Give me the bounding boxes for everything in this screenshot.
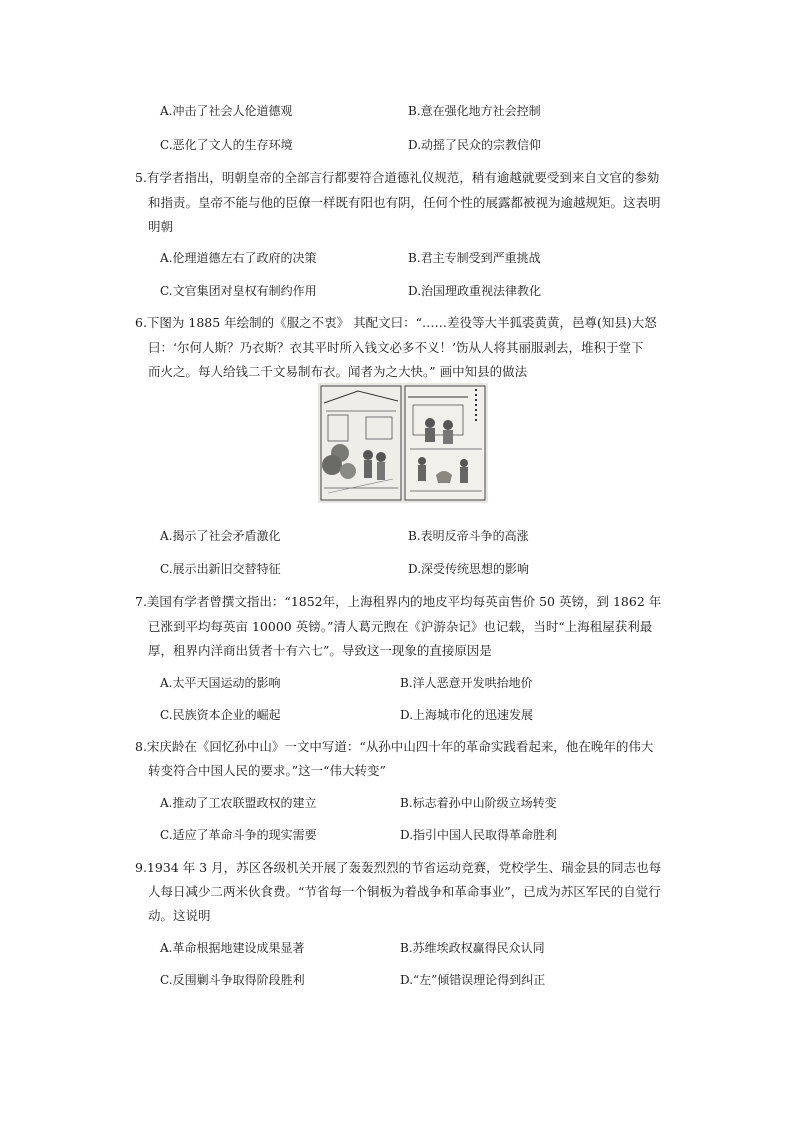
woodblock-print-image (318, 383, 488, 503)
q5-stem-line-3: 明朝 (148, 219, 174, 234)
q4-option-c: C.恶化了文人的生存环境 (160, 138, 293, 152)
q5-option-b: B.君主专制受到严重挑战 (408, 251, 541, 265)
q9-option-a: A.革命根据地建设成果显著 (160, 941, 305, 955)
q6-stem-line-1: 6.下图为 1885 年绘制的《服之不衷》 其配文曰：“……差役等大半狐裘黄黄，邑尊(知县)大怒 (135, 315, 657, 330)
q6-option-c: C.展示出新旧交替特征 (160, 562, 281, 576)
q6-option-d: D.深受传统思想的影响 (408, 562, 530, 576)
q6-option-b: B.表明反帝斗争的高涨 (408, 529, 529, 543)
q7-option-d: D.上海城市化的迅速发展 (400, 708, 534, 722)
q5-stem-line-2: 和指责。皇帝不能与他的臣僚一样既有阳也有阴，任何个性的展露都被视为逾越规矩。这表明 (148, 195, 661, 210)
q9-option-d: D.“左”倾错误理论得到纠正 (400, 973, 546, 987)
q7-stem-line-2: 已涨到平均每英亩 10000 英镑。”清人葛元煦在《沪游杂记》也记载，当时“上海租屋获利最 (148, 619, 653, 634)
q6-option-a: A.揭示了社会矛盾激化 (160, 529, 281, 543)
q5-stem-line-1: 5.有学者指出，明朝皇帝的全部言行都要符合道德礼仪规范，稍有逾越就要受到来自文官的参劾 (135, 170, 660, 185)
q5-option-a: A.伦理道德左右了政府的决策 (160, 251, 317, 265)
q7-stem-line-3: 厚，租界内洋商出赁者十有六七”。导致这一现象的直接原因是 (148, 643, 492, 658)
q8-option-c: C.适应了革命斗争的现实需要 (160, 828, 317, 842)
q7-option-c: C.民族资本企业的崛起 (160, 708, 281, 722)
q4-option-a: A.冲击了社会人伦道德观 (160, 104, 293, 118)
q8-stem-line-1: 8.宋庆龄在《回忆孙中山》一文中写道：“从孙中山四十年的革命实践看起来，他在晚年的伟大 (135, 739, 654, 754)
q9-stem-line-1: 9.1934 年 3 月，苏区各级机关开展了轰轰烈烈的节省运动竞赛，党校学生、瑞金县的同志也每 (135, 860, 662, 875)
q9-option-b: B.苏维埃政权赢得民众认同 (400, 941, 545, 955)
q8-option-a: A.推动了工农联盟政权的建立 (160, 796, 317, 810)
q8-stem-line-2: 转变符合中国人民的要求。”这一“伟大转变” (148, 763, 386, 778)
q9-stem-line-2: 人每日减少二两米伙食费。“节省每一个铜板为着战争和革命事业”，已成为苏区军民的自觉行 (148, 884, 661, 899)
q7-option-a: A.太平天国运动的影响 (160, 676, 281, 690)
q6-stem-line-2: 曰：‘尔何人斯？乃衣斯？衣其平时所入钱文必多不义！’饬从人将其丽服剥去，堆积于堂下 (148, 340, 644, 355)
q7-stem-line-1: 7.美国有学者曾撰文指出：“1852年，上海租界内的地皮平均每英亩售价 50 英镑，到 1862 年 (135, 594, 662, 609)
q6-stem-line-3: 而火之。每人给钱二千文易制布衣。闻者为之大快。” 画中知县的做法 (148, 364, 528, 379)
q8-option-d: D.指引中国人民取得革命胜利 (400, 828, 558, 842)
q9-stem-line-3: 动。这说明 (148, 908, 211, 923)
q7-option-b: B.洋人恶意开发哄抬地价 (400, 676, 533, 690)
q8-option-b: B.标志着孙中山阶级立场转变 (400, 796, 557, 810)
illustration-figure (318, 383, 488, 503)
q4-option-d: D.动摇了民众的宗教信仰 (408, 138, 542, 152)
q4-option-b: B.意在强化地方社会控制 (408, 104, 541, 118)
q9-option-c: C.反围剿斗争取得阶段胜利 (160, 973, 305, 987)
q5-option-c: C.文官集团对皇权有制约作用 (160, 284, 317, 298)
q5-option-d: D.治国理政重视法律教化 (408, 284, 542, 298)
